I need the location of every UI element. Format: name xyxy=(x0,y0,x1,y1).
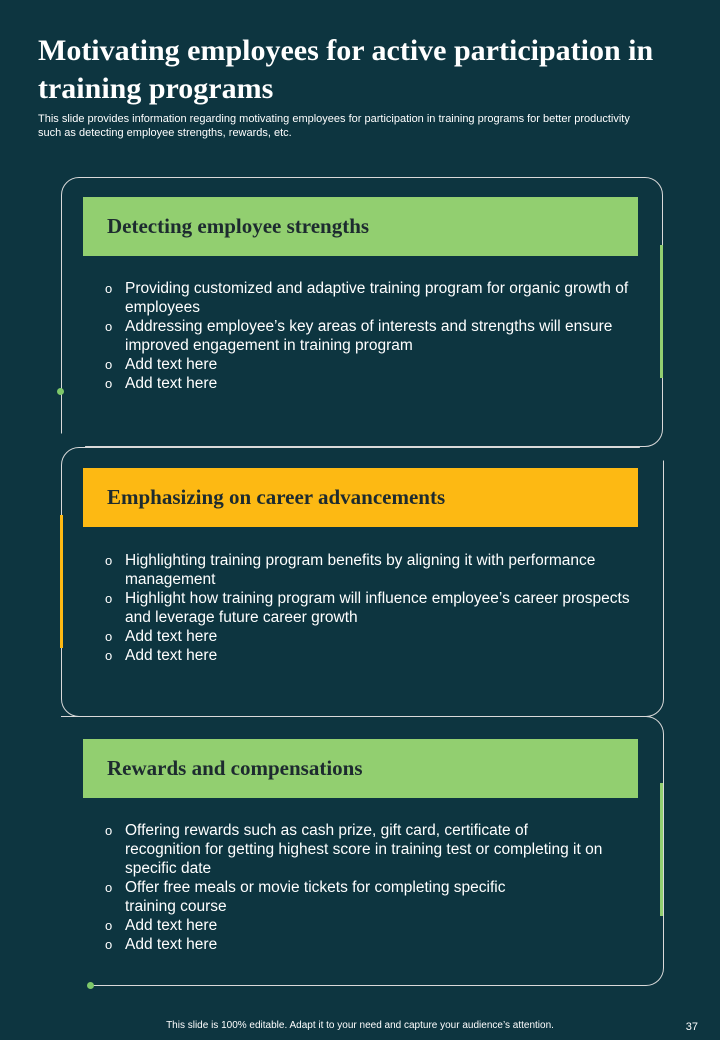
connector-dot-1 xyxy=(57,388,64,395)
list-item: o Highlighting training program benefits by aligning it with performance management xyxy=(105,551,635,589)
slide-subtitle: This slide provides information regarding motivating employees for participation in training programs for better productivity such as detecting employee strengths, rewards, etc. xyxy=(38,113,630,139)
page-number: 37 xyxy=(685,1021,698,1033)
accent-bar-3 xyxy=(660,783,663,916)
section-heading-1: Detecting employee strengths xyxy=(83,197,638,256)
bullet-list-3 xyxy=(105,821,605,954)
section-heading-3: Rewards and compensations xyxy=(83,739,638,798)
list-item: o Add text here xyxy=(105,916,605,935)
list-item: o Add text here xyxy=(105,355,635,374)
bullet-list-1 xyxy=(105,279,635,393)
list-item: o Add text here xyxy=(105,374,635,393)
bullet-list-2 xyxy=(105,551,635,665)
list-item: o Providing customized and adaptive training program for organic growth of employees xyxy=(105,279,635,317)
footer-note: This slide is 100% editable. Adapt it to your need and capture your audience’s attention. xyxy=(166,1020,554,1031)
list-item: o Addressing employee’s key areas of interests and strengths will ensure improved engagement in training program xyxy=(105,317,635,355)
section-heading-2: Emphasizing on career advancements xyxy=(83,468,638,527)
list-item: o Offering rewards such as cash prize, gift card, certificate of recognition for getting highest score in training test or completing it on specific date xyxy=(105,821,605,878)
list-item: o Highlight how training program will influence employee’s career prospects and leverage future career growth xyxy=(105,589,635,627)
list-item: o Offer free meals or movie tickets for completing specific training course xyxy=(105,878,605,916)
accent-bar-2 xyxy=(60,515,63,648)
list-item: o Add text here xyxy=(105,646,635,665)
slide-title: Motivating employees for active participation in training programs xyxy=(38,34,654,105)
list-item: o Add text here xyxy=(105,627,635,646)
connector-dot-3 xyxy=(87,982,94,989)
accent-bar-1 xyxy=(660,245,663,378)
list-item: o Add text here xyxy=(105,935,605,954)
